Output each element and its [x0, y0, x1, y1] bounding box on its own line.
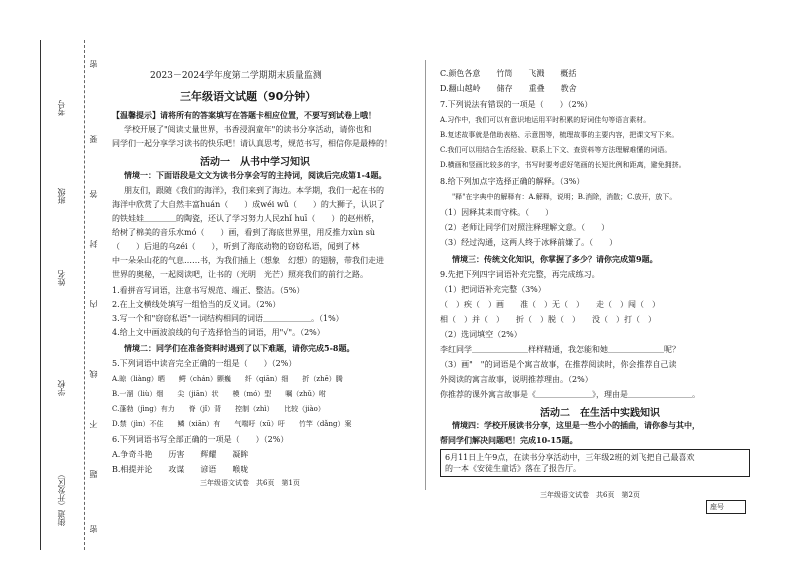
task-three: 情境三：传统文化知识，你掌握了多少？请你完成第9题。: [452, 254, 658, 264]
seal-char-xian: 线: [89, 370, 98, 378]
task-four-line-2: 帮同学们解决问题吧！完成10-15题。: [440, 435, 578, 445]
seal-char-feng: 封: [89, 240, 98, 248]
kaohao-label: 考号: [57, 100, 66, 116]
question-7-option-b: B.复述故事就是借助表格、示意图等，梳理故事的主要内容，把课文写下来。: [440, 131, 679, 139]
banji-label: 班级: [57, 188, 66, 204]
scenario-line-2: 的一本《安徒生童话》落在了报告厅。: [445, 464, 581, 473]
xuexiao-label: 学校: [57, 380, 66, 396]
activity-two-heading: 活动二 在生活中实践知识: [540, 408, 660, 419]
passage-line-2: 海洋中欣赏了大自然丰富huán（ ）成wéi wǔ（ ）的大狮子，认识了: [112, 200, 385, 209]
seat-number-label: 座号: [710, 503, 724, 511]
passage-line-5: （ ）后退的乌zéi（ ），听到了海底动物的窃窃私语，闻到了林: [112, 242, 360, 251]
scenario-line-1: 6月11日上午9点，在读书分享活动中，三年级2班的刘飞把自己最喜欢: [445, 453, 695, 462]
binding-line-dashed: [84, 40, 85, 550]
question-5: 5.下列词语中读音完全正确的一组是（ ）（2%）: [112, 359, 297, 368]
seal-char-yao: 要: [89, 135, 98, 143]
right-page-footer: 三年级语文试卷 共6页 第2页: [540, 491, 640, 499]
exam-header: 2023－2024学年度第二学期期末质量监测: [150, 71, 322, 81]
question-5-option-a: A.晾（liàng）晒 鳄（chán）颤巍 纤（qiān）细 折（zhē）腾: [112, 375, 343, 383]
question-2: 2.在上文横线处填写一组恰当的反义词。（2%）: [112, 300, 281, 309]
question-9: 9.先把下列四字词语补充完整，再完成练习。: [440, 270, 600, 279]
seal-char-mi: 密: [89, 60, 98, 68]
page-divider: [425, 60, 426, 490]
question-9-row-2: 相（ ）并（ ） 折（ ）脱（ ） 没（ ）打（ ）: [440, 315, 656, 324]
question-9-recommend: 你推荐的课外寓言故事是《＿＿＿＿＿＿＿》，理由是＿＿＿＿＿＿＿＿。: [440, 390, 700, 399]
question-7-option-a: A.习作中，我们可以有意识地运用平时积累的好词佳句等语言素材。: [440, 116, 651, 124]
intro-line-1: 学校开展了"阅读丈量世界，书香浸润童年"的读书分享活动，请你也和: [124, 125, 372, 134]
question-5-option-d: D.禁（jìn）不住 鳞（xiān）有 气喘吁（xū）吁 竹竿（dǎng）案: [112, 420, 352, 428]
seal-char-bu: 不: [89, 420, 98, 428]
activity-one-heading: 活动一 从书中学习知识: [200, 157, 310, 168]
question-1: 1.看拼音写词语，注意书写规范、端正、整洁。（5%）: [112, 286, 305, 295]
jiedao-label: 街道（开发区）: [57, 470, 66, 526]
task-one: 情境一：下面语段是文文为读书分享会写的主持词，阅读后完成第1-4题。: [124, 170, 387, 180]
question-9-part-3-cont: 外阅读的寓言故事，说明推荐理由。（2%）: [440, 375, 593, 384]
question-6-option-a: A.争奇斗艳 历害 辉耀 凝眸: [112, 450, 249, 459]
question-6-option-d: D.翻山越岭 储存 重叠 教舍: [440, 84, 577, 93]
question-3: 3.写一个和"窃窃私语"一词结构相同的词语＿＿＿＿＿＿。（1%）: [112, 314, 344, 323]
question-9-fill-1: 李红同学＿＿＿＿＿＿＿样样精通，我怎能和她＿＿＿＿＿＿＿呢？: [440, 345, 680, 354]
passage-line-7: 世界的奥秘，一起阅读吧，让书的（光明 光芒）照亮我们的前行之路。: [112, 270, 368, 279]
question-9-part-1: （1）把词语补充完整（3%）: [440, 285, 546, 294]
seal-char-nei: 内: [89, 300, 98, 308]
left-page-footer: 三年级语文试卷 共6页 第1页: [200, 479, 300, 487]
xingming-label: 姓名: [57, 270, 66, 286]
question-8-description: "释"在字典中的解释有：A.解释，说明；B.消除，消散；C.放开，放下。: [452, 193, 677, 201]
question-9-part-3: （3）画" "的词语是个寓言故事，在推荐阅读时，你会推荐自己读: [440, 360, 677, 369]
seal-char-ti: 题: [89, 470, 98, 478]
question-9-row-1: （ ）疾（ ）画 准（ ）无（ ） 走（ ）闯（ ）: [440, 300, 660, 309]
question-7-option-d: D.横画和竖画比较多的字，书写时要考虑好笔画的长短比例和距离，避免拥挤。: [440, 161, 686, 169]
question-5-option-c: C.蓬勃（jìng）有力 脊（jǐ）背 控制（zhì） 比较（jiào）: [112, 405, 325, 413]
passage-line-6: 中一朵朵山花的气息……书，为我们插上（想象 幻想）的翅膀，带我们走进: [112, 256, 384, 265]
scenario-box: [440, 449, 750, 477]
question-6-option-b: B.相提并论 攻谋 谚语 喉咙: [112, 465, 249, 474]
passage-line-3: 的铁娃娃＿＿＿＿的陶瓷，还认了学习努力人民zhǐ huī（ ）的赵州桥，: [112, 214, 380, 223]
question-8-item-2: （2）老师让同学们对照注释理解文意。（ ）: [440, 223, 610, 232]
task-four-line-1: 情境四：学校开展读书分享，这里是一些小小的插曲，请你参与其中，: [452, 420, 700, 430]
seat-number-box: [706, 500, 746, 514]
seal-char-mi-2: 密: [89, 525, 98, 533]
question-8: 8.给下列加点字选择正确的解释。（3%）: [440, 177, 585, 186]
exam-title: 三年级语文试题（90分钟）: [180, 90, 317, 103]
question-9-part-2: （2）选词填空（2%）: [440, 330, 522, 339]
question-8-item-1: （1）因释其耒而守株。（ ）: [440, 208, 554, 217]
question-7: 7.下列说法有错误的一项是（ ）（2%）: [440, 100, 593, 109]
passage-line-1: 朋友们，跟随《我们的海洋》，我们来到了海边。本学期，我们一起在书的: [124, 186, 384, 195]
question-6-option-c: C.颜色各意 竹筒 飞溅 概括: [440, 69, 577, 78]
question-6: 6.下列词语书写全部正确的一项是（ ）（2%）: [112, 435, 289, 444]
question-7-option-c: C.我们可以用结合生活经验、联系上下文、查资料等方法理解难懂的词语。: [440, 146, 672, 154]
task-two: 情境二：同学们在准备资料时遇到了以下难题，请你完成5-8题。: [124, 343, 355, 353]
question-4: 4.给上文中画波浪线的句子选择恰当的词语，用"√"。（2%）: [112, 328, 325, 337]
intro-line-2: 同学们一起分享学习读书的快乐吧！请认真思考，规范书写，相信你是最棒的！: [112, 139, 392, 148]
passage-line-4: 给树了棉美的音乐水mó（ ）画，看到了海底世界里，用反推力xùn sù: [112, 228, 376, 237]
warm-tip: 【温馨提示】请将所有的答案填写在答题卡相应位置，不要写到试卷上哦！: [112, 110, 376, 120]
question-5-option-b: B.一溜（liù）烟 尖（jiān）状 模（mó）型 嘱（zhǔ）咐: [112, 390, 327, 398]
question-8-item-3: （3）经过沟通，这两人终于冰释前嫌了。（ ）: [440, 238, 618, 247]
binding-line-outer: [40, 40, 41, 550]
seal-char-da: 答: [89, 190, 98, 198]
